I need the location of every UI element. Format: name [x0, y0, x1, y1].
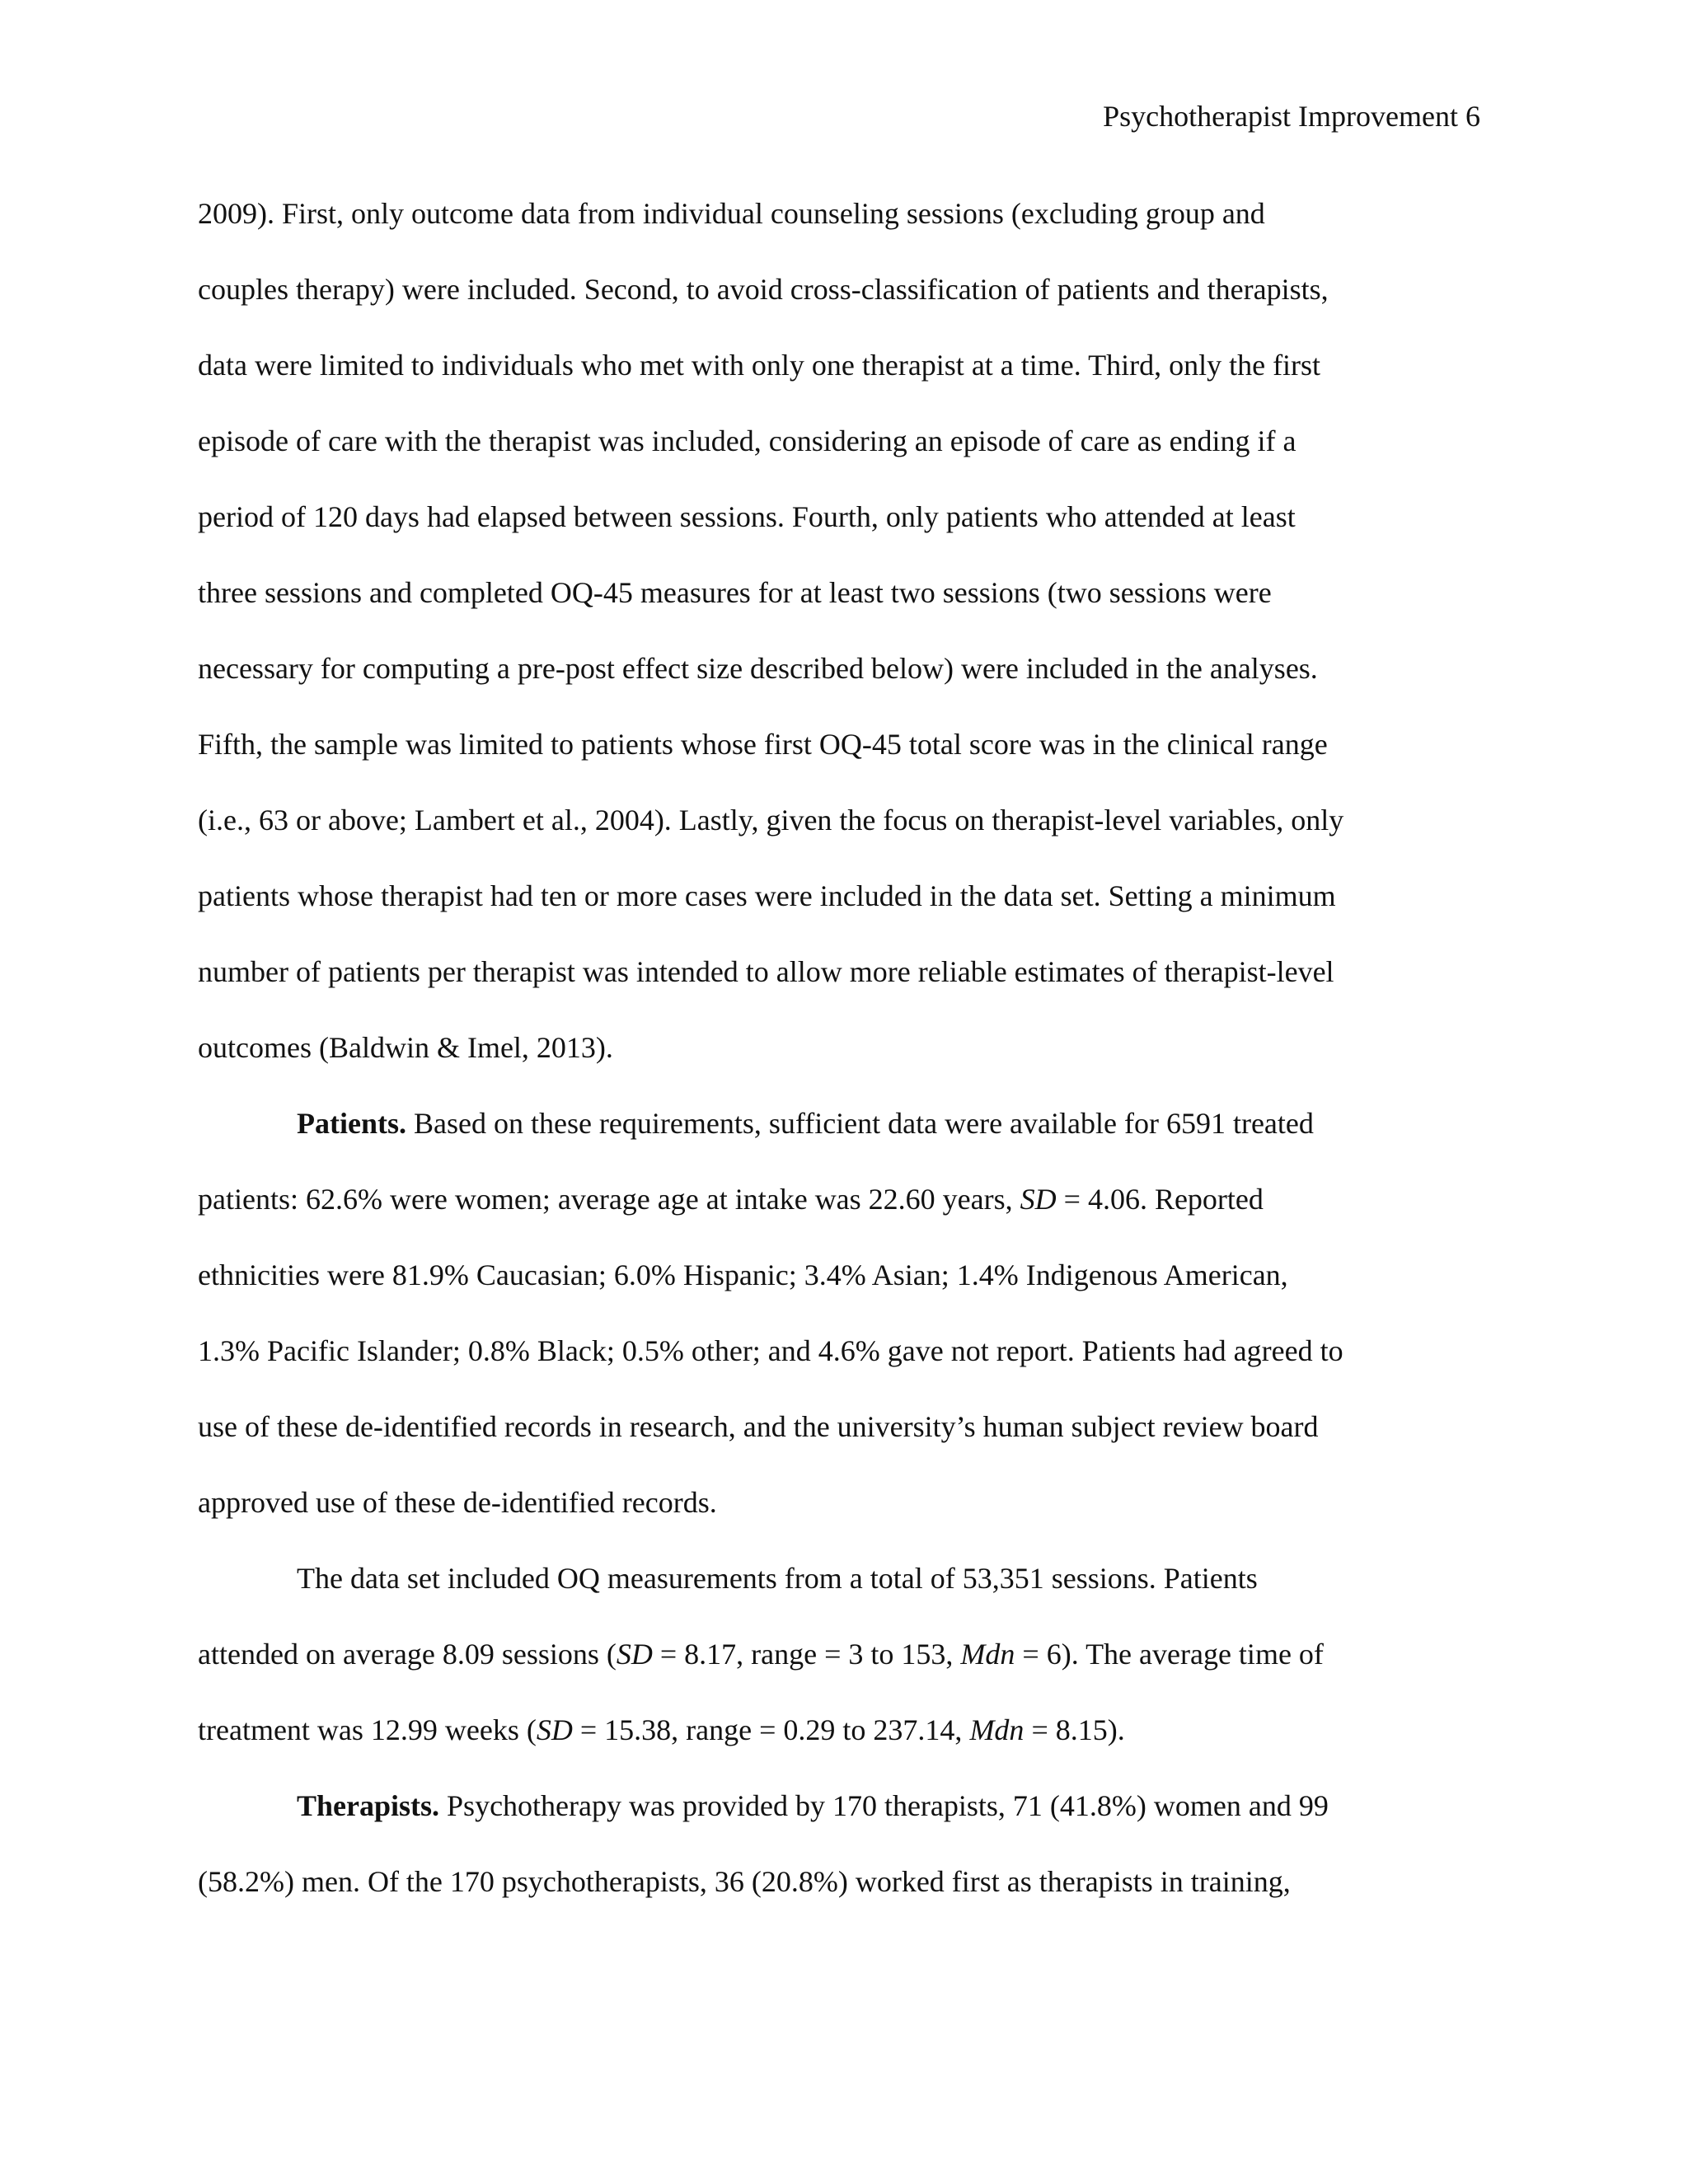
text-line: approved use of these de-identified records.: [198, 1486, 717, 1519]
text-line: use of these de-identified records in research, and the university’s human subject review board: [198, 1410, 1319, 1443]
text-line: 1.3% Pacific Islander; 0.8% Black; 0.5% other; and 4.6% gave not report. Patients had agreed to: [198, 1334, 1343, 1367]
text-line: The data set included OQ measurements from a total of 53,351 sessions. Patients: [297, 1562, 1258, 1595]
section-heading-patients: Patients.: [297, 1107, 406, 1140]
text-run: = 6). The average time of: [1015, 1638, 1324, 1671]
text-run: = 8.17, range = 3 to 153,: [652, 1638, 961, 1671]
text-run: attended on average 8.09 sessions (: [198, 1638, 617, 1671]
text-run: = 8.15).: [1024, 1713, 1125, 1746]
text-line: period of 120 days had elapsed between sessions. Fourth, only patients who attended at least: [198, 500, 1296, 533]
text-line: Fifth, the sample was limited to patients whose first OQ-45 total score was in the clinical range: [198, 728, 1328, 761]
text-line: patients whose therapist had ten or more cases were included in the data set. Setting a minimum: [198, 879, 1336, 912]
text-run: = 4.06. Reported: [1056, 1183, 1264, 1216]
text-run: = 15.38, range = 0.29 to 237.14,: [572, 1713, 970, 1746]
body-text: [198, 194, 1484, 1938]
stat-symbol: Mdn: [969, 1713, 1025, 1746]
running-head: Psychotherapist Improvement 6: [1103, 100, 1480, 133]
stat-symbol: Mdn: [960, 1638, 1015, 1671]
text-line: necessary for computing a pre-post effect size described below) were included in the analyses.: [198, 652, 1318, 685]
text-line: couples therapy) were included. Second, to avoid cross-classification of patients and therapists,: [198, 273, 1329, 306]
text-line: [198, 1635, 1484, 1673]
text-line: three sessions and completed OQ-45 measures for at least two sessions (two sessions were: [198, 576, 1272, 609]
text-line: [198, 1104, 1484, 1142]
text-run: Based on these requirements, sufficient data were available for 6591 treated: [406, 1107, 1314, 1140]
text-line: episode of care with the therapist was included, considering an episode of care as ending if a: [198, 424, 1296, 457]
text-line: (i.e., 63 or above; Lambert et al., 2004). Lastly, given the focus on therapist-level variables, only: [198, 804, 1344, 837]
text-run: treatment was 12.99 weeks (: [198, 1713, 537, 1746]
text-line: (58.2%) men. Of the 170 psychotherapists, 36 (20.8%) worked first as therapists in training,: [198, 1865, 1291, 1898]
text-line: number of patients per therapist was intended to allow more reliable estimates of therapist-level: [198, 955, 1334, 988]
text-line: [198, 1787, 1484, 1825]
section-heading-therapists: Therapists.: [297, 1789, 440, 1822]
text-line: outcomes (Baldwin & Imel, 2013).: [198, 1031, 613, 1064]
text-run: patients: 62.6% were women; average age at intake was 22.60 years,: [198, 1183, 1020, 1216]
text-line: ethnicities were 81.9% Caucasian; 6.0% Hispanic; 3.4% Asian; 1.4% Indigenous American,: [198, 1258, 1288, 1291]
stat-symbol: SD: [536, 1713, 573, 1746]
text-line: [198, 1711, 1484, 1749]
text-line: [198, 1180, 1484, 1218]
stat-symbol: SD: [1020, 1183, 1057, 1216]
text-line: 2009). First, only outcome data from individual counseling sessions (excluding group and: [198, 197, 1265, 230]
text-line: data were limited to individuals who met with only one therapist at a time. Third, only the first: [198, 349, 1321, 382]
text-run: Psychotherapy was provided by 170 therapists, 71 (41.8%) women and 99: [439, 1789, 1329, 1822]
stat-symbol: SD: [616, 1638, 653, 1671]
